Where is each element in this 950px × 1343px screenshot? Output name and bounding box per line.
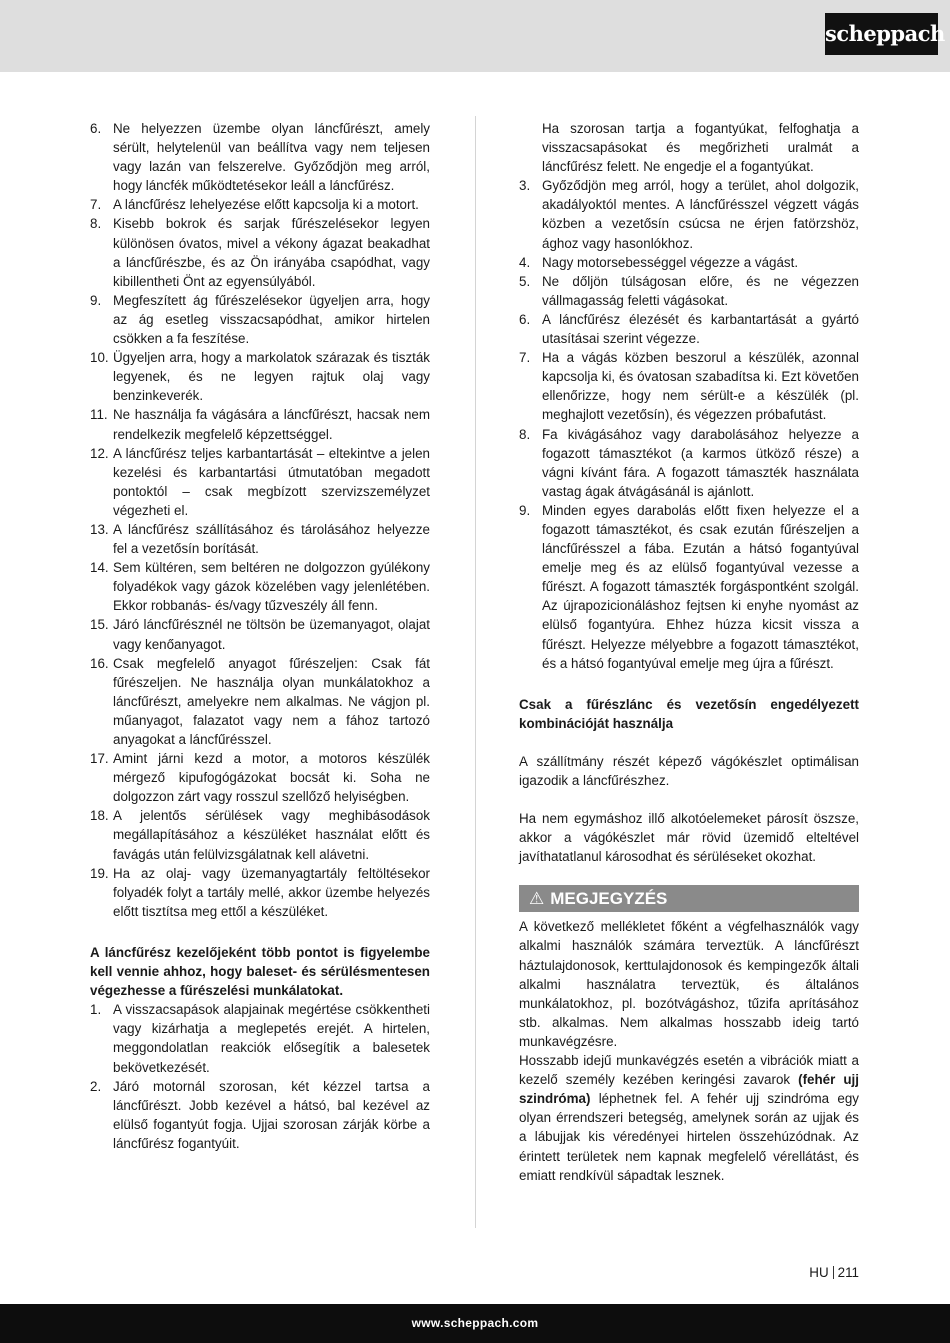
list-item: 10. Ügyeljen arra, hogy a markolatok szárazak és tiszták legyenek, és ne legyen rajtuk olaj vagy benzinkeverék.: [90, 350, 430, 404]
list-item: 7. Ha a vágás közben beszorul a készülék, azonnal kapcsolja ki, és óvatosan szabadítsa ki. Ezt követően ellenőrizze, hogy nem sérült-e a készülék (pl. meghajlott vezetősín), és végezzen próbafutást.: [519, 350, 859, 423]
column-divider: [475, 116, 476, 1228]
list-item-continuation: Ha szorosan tartja a fogantyúkat, felfoghatja a visszacsapásokat és megőrizheti uralmát a láncfűrész felett. Ne engedje el a fogantyúkat.: [542, 121, 859, 175]
kickback-list: [90, 1000, 430, 1153]
list-item: 6. Ne helyezzen üzembe olyan láncfűrészt, amely sérült, helytelenül van beállítva vagy nem teljesen vagy lazán van felszerelve. Győződjön meg arról, hogy láncfék működtetésekor leáll a láncfűrész.: [90, 121, 430, 194]
combo-heading: Csak a fűrészlánc és vezetősín engedélyezett kombinációját használja: [519, 696, 859, 731]
list-item: 12. A láncfűrész teljes karbantartását – eltekintve a jelen kezelési és karbantartási útmutatóban megadott pontoktól – csak megbízott szervizszemélyzet végezheti el.: [90, 445, 430, 518]
spacer: [519, 866, 859, 885]
kickback-list-continued: [519, 176, 859, 672]
list-item: 5. Ne dőljön túlságosan előre, és ne végezzen vállmagasság feletti vágásokat.: [519, 273, 859, 308]
list-item: 15. Járó láncfűrésznél ne töltsön be üzemanyagot, olajat vagy kenőanyagot.: [90, 617, 430, 652]
list-item: 18. A jelentős sérülések vagy meghibásodások megállapításához a készüléket használat előtt és favágás után felülvizsgálatnak kell alávetni.: [90, 808, 430, 862]
list-item: 17. Amint járni kezd a motor, a motoros készülék mérgező kipufogógázokat bocsát ki. Soha ne dolgozzon zárt vagy rosszul szellőző helyiségben.: [90, 751, 430, 805]
safety-list-continued: [90, 119, 430, 921]
list-item: 13. A láncfűrész szállításához és tárolásához helyezze fel a vezetősín borítását.: [90, 521, 430, 557]
list-item: 3. Győződjön meg arról, hogy a terület, ahol dolgozik, akadályoktól mentes. A láncfűrésszel végzett vágás közben a vezetősín csúcsa ne érjen fatörzshöz, ághoz vagy hasonlókhoz.: [519, 178, 859, 251]
combo-paragraph-2: Ha nem egymáshoz illő alkotóelemeket párosít öszsze, akkor a vágókészlet már rövid üzemidő elteltével javíthatatlanul károsodhat és sérüléseket okozhat.: [519, 811, 859, 865]
list-item: 7. A láncfűrész lehelyezése előtt kapcsolja ki a motort.: [90, 197, 419, 213]
list-item: 11. Ne használja fa vágására a láncfűrészt, hacsak nem rendelkezik megfelelő képzettséggel.: [90, 407, 430, 442]
divider: [833, 1266, 834, 1279]
combo-paragraph-1: A szállítmány részét képező vágókészlet optimálisan igazodik a láncfűrészhez.: [519, 753, 859, 788]
list-item: 2. Járó motornál szorosan, két kézzel tartsa a láncfűrészt. Jobb kezével a hátsó, bal kezével az elülső fogantyút fogja. Ujjai szorosan zárják körbe a láncfűrész fogantyúit.: [90, 1078, 430, 1151]
list-item: 8. Kisebb bokrok és sarjak fűrészelésekor legyen különösen óvatos, mivel a vékony ágazat beakadhat a láncfűrészbe, és az Ön irányába csapódhat, vagy kibillentheti Önt az egyensúlyából.: [90, 216, 430, 289]
list-item: 8. Fa kivágásához vagy darabolásához helyezze a fogazott támasztékot (a karmos ütköző része) a vágni kívánt fára. A fogazott támaszték használata vastag ágak átvágásánál is ajánlott.: [519, 426, 859, 499]
list-item: 1. A visszacsapások alapjainak megértése csökkentheti vagy kizárhatja a meglepetés erejét. A hirtelen, meggondolatlan reakciók elősegítik a balesetek bekövetkezését.: [90, 1002, 430, 1075]
spacer: [519, 790, 859, 809]
section-heading: A láncfűrész kezelőjeként több pontot is figyelembe kell vennie ahhoz, hogy baleset- és sérülésmentesen végezhesse a fűrészelési munkálatokat.: [90, 944, 430, 999]
list-item: 16. Csak megfelelő anyagot fűrészeljen: Csak fát fűrészeljen. Ne használja olyan munkálatokhoz a láncfűrészt, amelyekre nem alkalmas. Ne vágjon pl. műanyagot, falazatot vagy nem a fához tartozó anyagokat a láncfűrésszel.: [90, 655, 430, 747]
footer-bar: [0, 1304, 950, 1343]
list-item: 9. Megfeszített ág fűrészelésekor ügyeljen arra, hogy az ág esetleg visszacsapódhat, amikor hirtelen csökken a fa feszítése.: [90, 292, 430, 347]
note-paragraph-1: A következő mellékletet főként a végfelhasználók vagy alkalmi használók számára terveztük. A láncfűrészt háztulajdonosok, kerttulajdonosok és kempingezők általi alkalmi használatra terveztük, és általános munkálatokhoz, pl. bozótvágáshoz, tűzifa aprításához stb. alkalmas. Nem alkalmas hosszabb ideig tartó munkavégzésre.: [519, 919, 859, 1049]
spacer: [519, 733, 859, 752]
list-item: 4. Nagy motorsebességgel végezze a vágást.: [519, 254, 799, 270]
list-item: 9. Minden egyes darabolás előtt fixen helyezze el a fogazott támasztékot, és csak ezután fűrészeljen a láncfűrésszel a fába. Ezután a hátsó fogantyúval emelje meg és az elülső fogantyúval vezesse a fűrészt. A fogazott támaszték forgáspontként szolgál. Az újrapozicionáláshoz fejtsen ki enyhe nyomást az elülső fogantyúra. Ehhez húzza kicsit vissza a fűrészt. Helyezze mélyebbre a fogazott támasztékot, és a hátsó fogantyúval emelje meg újra a fűrészt.: [519, 502, 859, 671]
right-column: [519, 119, 859, 1185]
list-item: 19. Ha az olaj- vagy üzemanyagtartály feltöltésekor folyadék folyt a tartály mellé, akkor üzembe helyezés előtt tisztítsa meg ettől a készüléket.: [90, 865, 430, 919]
list-item: 6. A láncfűrész élezését és karbantartását a gyártó utasításai szerint végezze.: [519, 311, 859, 347]
spacer: [90, 921, 430, 943]
footer-url: www.scheppach.com: [411, 1316, 539, 1330]
warning-icon: ⚠: [529, 889, 545, 909]
note-header: [519, 885, 859, 912]
left-column: [90, 119, 430, 1153]
note-paragraph-2: Hosszabb idejű munkavégzés esetén a vibrációk miatt a kezelő személy kezében keringési zavarok (fehér ujj szindróma) léphetnek fel. A fehér ujj szindróma egy olyan érrendszeri betegség, amelynek során az ujjak és a lábujjak kis véredényei hirtelen összehúzódnak. Az érintett területek nem kapnak megfelelő vérellátást, és emiatt rendkívül sápadtak lesznek.: [519, 1053, 859, 1183]
header-band: [0, 0, 950, 72]
page-number: HU 211: [809, 1265, 859, 1280]
spacer: [519, 673, 859, 695]
scheppach-logo: scheppach: [825, 13, 938, 55]
list-item: 14. Sem kültéren, sem beltéren ne dolgozzon gyúlékony folyadékok vagy gázok közelében vagy jelenlétében. Ekkor robbanás- és/vagy tűzveszély áll fenn.: [90, 560, 430, 614]
note-title: MEGJEGYZÉS: [550, 889, 668, 909]
